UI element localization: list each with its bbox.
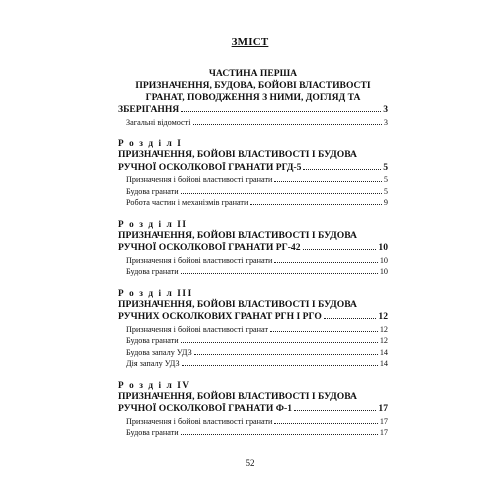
dot-leader (181, 187, 382, 194)
section-label: Р о з д і л ІІІ (118, 287, 193, 298)
dot-leader (303, 162, 381, 170)
page-ref: 12 (379, 336, 388, 345)
page-ref: 10 (379, 255, 388, 265)
subentry-text: Будова запалу УДЗ (126, 347, 192, 357)
page-ref: 14 (379, 359, 388, 368)
section-title-line: ПРИЗНАЧЕННЯ, БОЙОВІ ВЛАСТИВОСТІ І БУДОВА (118, 390, 357, 402)
toc-subentry[interactable] (118, 255, 388, 267)
section-title-line: ПРИЗНАЧЕННЯ, БОЙОВІ ВЛАСТИВОСТІ І БУДОВА (118, 229, 357, 241)
subentry-text: Призначення і бойові властивості гранат (126, 324, 269, 334)
dot-leader (274, 175, 381, 182)
section-title-last-line: РУЧНОЇ ОСКОЛКОВОЇ ГРАНАТИ РГ-42 (118, 242, 301, 253)
section-title-line: ПРИЗНАЧЕННЯ, БОЙОВІ ВЛАСТИВОСТІ І БУДОВА (118, 149, 357, 160)
subentry-text: Дія запалу УДЗ (126, 359, 180, 368)
section-1-block (118, 137, 388, 209)
toc-entry[interactable] (118, 104, 388, 117)
toc-entry[interactable] (118, 242, 388, 255)
page-ref: 9 (383, 198, 388, 207)
page-ref: 3 (383, 104, 388, 115)
page-ref: 17 (378, 403, 388, 414)
page-number: 52 (245, 458, 255, 468)
part-title-line-1: ПРИЗНАЧЕННЯ, БУДОВА, БОЙОВІ ВЛАСТИВОСТІ (135, 80, 371, 91)
section-4-block (118, 379, 388, 439)
subentry-text: Призначення і бойові властивості гранати (126, 175, 273, 184)
section-title-last-line: РУЧНОЇ ОСКОЛКОВОЇ ГРАНАТИ Ф-1 (118, 403, 292, 414)
toc-subentry[interactable] (118, 358, 388, 370)
dot-leader (270, 325, 378, 332)
section-label: Р о з д і л IV (118, 379, 191, 390)
section-title-last-line: РУЧНОЇ ОСКОЛКОВОЇ ГРАНАТИ РГД-5 (118, 161, 302, 173)
toc-subentry[interactable] (118, 186, 388, 198)
subentry-text: Будова гранати (126, 336, 179, 345)
dot-leader (181, 428, 378, 435)
toc-subentry[interactable] (118, 117, 388, 129)
section-2-block (118, 218, 388, 278)
page-ref: 17 (379, 416, 388, 426)
section-title-line: ПРИЗНАЧЕННЯ, БОЙОВІ ВЛАСТИВОСТІ І БУДОВА (118, 298, 357, 310)
subentry-text: Призначення і бойові властивості гранати (126, 255, 273, 265)
part-title-last-line: ЗБЕРІГАННЯ (118, 104, 180, 115)
section-label: Р о з д і л ІІ (118, 218, 188, 229)
toc-heading: ЗМІСТ (231, 36, 269, 48)
part-label: ЧАСТИНА ПЕРША (208, 68, 298, 79)
page-ref: 12 (379, 324, 388, 334)
subentry-text: Будова гранати (126, 186, 179, 196)
dot-leader (181, 267, 378, 274)
dot-leader (324, 311, 377, 319)
toc-subentry[interactable] (118, 324, 388, 336)
subentry-text: Будова гранати (126, 267, 179, 276)
toc-entry[interactable] (118, 403, 388, 416)
dot-leader (274, 417, 377, 424)
toc-entry[interactable] (118, 311, 388, 324)
subentry-text: Загальні відомості (126, 117, 191, 127)
dot-leader (193, 118, 382, 125)
table-of-contents (118, 68, 388, 439)
dot-leader (181, 336, 378, 343)
toc-subentry[interactable] (118, 416, 388, 428)
toc-subentry[interactable] (118, 427, 388, 439)
page-ref: 14 (379, 347, 388, 357)
toc-subentry[interactable] (118, 347, 388, 359)
toc-subentry[interactable] (118, 335, 388, 347)
section-label: Р о з д і л І (118, 138, 183, 148)
dot-leader (250, 198, 382, 205)
part-one-block (118, 68, 388, 128)
subentry-text: Будова гранати (126, 428, 179, 437)
page-ref: 5 (383, 186, 388, 196)
dot-leader (294, 403, 376, 411)
section-title-last-line: РУЧНИХ ОСКОЛКОВИХ ГРАНАТ РГН І РГО (118, 311, 322, 322)
page-ref: 12 (378, 311, 388, 322)
subentry-text: Призначення і бойові властивості гранати (126, 416, 273, 426)
toc-subentry[interactable] (118, 174, 388, 186)
part-title-line-2: ГРАНАТ, ПОВОДЖЕННЯ З НИМИ, ДОГЛЯД ТА (145, 92, 361, 103)
page-ref: 10 (379, 267, 388, 276)
page-ref: 17 (379, 428, 388, 437)
toc-subentry[interactable] (118, 197, 388, 209)
dot-leader (274, 256, 377, 263)
dot-leader (194, 348, 378, 355)
page-ref: 3 (383, 117, 388, 127)
section-3-block (118, 287, 388, 370)
page-ref: 10 (378, 242, 388, 253)
toc-entry[interactable] (118, 162, 388, 175)
page-ref: 5 (383, 175, 388, 184)
subentry-text: Робота частин і механізмів гранати (126, 198, 249, 207)
dot-leader (181, 104, 381, 112)
page-ref: 5 (383, 161, 388, 173)
dot-leader (303, 242, 377, 250)
dot-leader (182, 359, 378, 366)
toc-subentry[interactable] (118, 266, 388, 278)
